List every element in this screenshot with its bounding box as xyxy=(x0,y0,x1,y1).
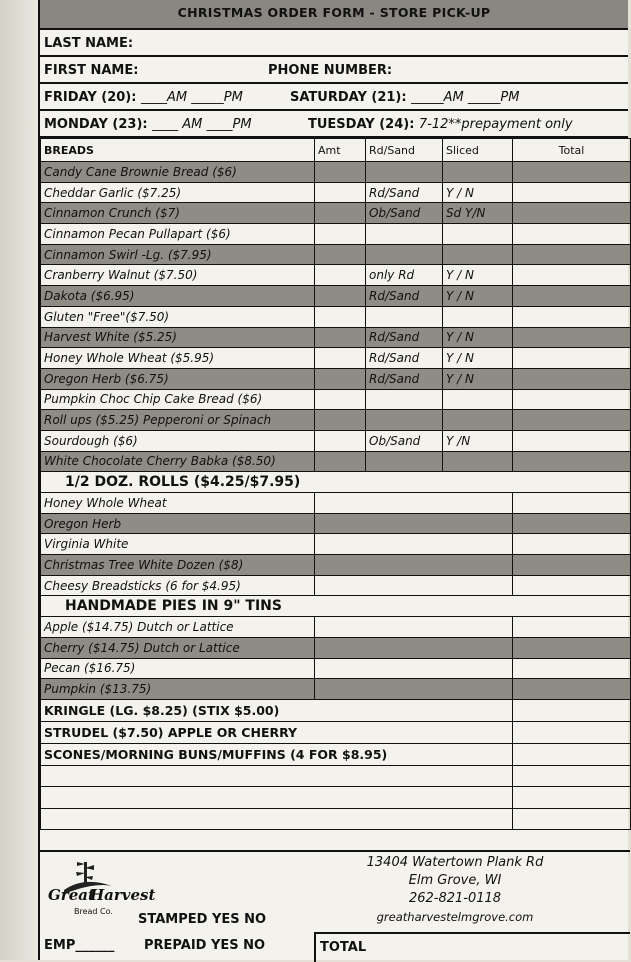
pie-total-cell[interactable] xyxy=(513,679,631,700)
last-name-row[interactable] xyxy=(40,30,628,57)
bread-name: Sourdough ($6) xyxy=(41,430,315,451)
sliced-cell[interactable]: Y / N xyxy=(443,265,513,286)
rd-sand-cell[interactable]: Rd/Sand xyxy=(366,286,443,307)
roll-amt-cell[interactable] xyxy=(315,513,513,534)
roll-name: Oregon Herb xyxy=(41,513,315,534)
sliced-cell[interactable] xyxy=(443,451,513,472)
roll-row xyxy=(41,493,631,514)
total-cell[interactable] xyxy=(513,286,631,307)
total-cell[interactable] xyxy=(513,430,631,451)
amt-cell[interactable] xyxy=(315,410,366,431)
sliced-cell[interactable]: Y / N xyxy=(443,348,513,369)
rd-sand-cell[interactable] xyxy=(366,162,443,183)
blank-cell[interactable] xyxy=(41,787,513,809)
total-cell[interactable] xyxy=(513,203,631,224)
rd-sand-cell[interactable]: Rd/Sand xyxy=(366,327,443,348)
bread-name: Cheddar Garlic ($7.25) xyxy=(41,182,315,203)
sliced-cell[interactable]: Sd Y/N xyxy=(443,203,513,224)
bread-name: Roll ups ($5.25) Pepperoni or Spinach xyxy=(41,410,315,431)
sliced-cell[interactable]: Y / N xyxy=(443,368,513,389)
total-cell[interactable] xyxy=(513,327,631,348)
roll-amt-cell[interactable] xyxy=(315,534,513,555)
sliced-cell[interactable] xyxy=(443,389,513,410)
amt-cell[interactable] xyxy=(315,286,366,307)
tuesday-note: 7-12**prepayment only xyxy=(418,117,573,132)
rd-sand-cell[interactable] xyxy=(366,451,443,472)
form-footer xyxy=(40,850,630,960)
sliced-cell[interactable] xyxy=(443,410,513,431)
pie-total-cell[interactable] xyxy=(513,658,631,679)
last-name-label: LAST NAME: xyxy=(44,36,134,51)
bread-row xyxy=(41,430,631,451)
bread-row xyxy=(41,182,631,203)
total-cell[interactable] xyxy=(513,265,631,286)
bread-name: Candy Cane Brownie Bread ($6) xyxy=(41,162,315,183)
first-name-label: FIRST NAME: xyxy=(44,63,139,78)
store-address xyxy=(340,854,570,926)
breads-header: BREADS xyxy=(41,139,315,162)
order-form xyxy=(38,0,628,960)
bread-name: Pumpkin Choc Chip Cake Bread ($6) xyxy=(41,389,315,410)
bread-row xyxy=(41,286,631,307)
bread-row xyxy=(41,244,631,265)
amt-cell[interactable] xyxy=(315,306,366,327)
amt-cell[interactable] xyxy=(315,162,366,183)
store-website: greatharvestelmgrove.com xyxy=(376,910,534,924)
bread-row xyxy=(41,451,631,472)
pie-total-cell[interactable] xyxy=(513,617,631,638)
special-name: STRUDEL ($7.50) APPLE OR CHERRY xyxy=(41,721,513,743)
order-table xyxy=(40,138,631,830)
pie-row xyxy=(41,617,631,638)
bread-row xyxy=(41,203,631,224)
roll-name: Honey Whole Wheat xyxy=(41,493,315,514)
pie-amt-cell[interactable] xyxy=(315,679,513,700)
rd-sand-cell[interactable]: Rd/Sand xyxy=(366,182,443,203)
friday-label: FRIDAY (20): xyxy=(44,90,137,105)
amt-header: Amt xyxy=(315,139,366,162)
saturday-times: _____AM _____PM xyxy=(411,90,520,105)
roll-total-cell[interactable] xyxy=(513,555,631,576)
bread-name: Gluten "Free"($7.50) xyxy=(41,306,315,327)
roll-amt-cell[interactable] xyxy=(315,493,513,514)
saturday-label: SATURDAY (21): xyxy=(290,90,407,105)
special-name: KRINGLE (LG. $8.25) (STIX $5.00) xyxy=(41,699,513,721)
blank-total-cell[interactable] xyxy=(513,808,631,830)
pie-row xyxy=(41,658,631,679)
bread-row xyxy=(41,368,631,389)
sliced-cell[interactable]: Y / N xyxy=(443,286,513,307)
monday-tuesday-row[interactable] xyxy=(40,111,628,138)
pies-header-row xyxy=(41,596,631,617)
roll-amt-cell[interactable] xyxy=(315,575,513,596)
friday-saturday-row[interactable] xyxy=(40,84,628,111)
address-line2: Elm Grove, WI xyxy=(408,873,502,888)
rd-sand-header: Rd/Sand xyxy=(366,139,443,162)
form-title: CHRISTMAS ORDER FORM - STORE PICK-UP xyxy=(40,0,628,30)
roll-row xyxy=(41,534,631,555)
total-cell[interactable] xyxy=(513,410,631,431)
total-cell[interactable] xyxy=(513,244,631,265)
bread-name: Cinnamon Swirl -Lg. ($7.95) xyxy=(41,244,315,265)
sliced-header: Sliced xyxy=(443,139,513,162)
pie-amt-cell[interactable] xyxy=(315,658,513,679)
total-field[interactable] xyxy=(314,932,630,962)
rolls-header: 1/2 DOZ. ROLLS ($4.25/$7.95) xyxy=(41,472,631,493)
amt-cell[interactable] xyxy=(315,368,366,389)
special-row xyxy=(41,699,631,721)
total-cell[interactable] xyxy=(513,224,631,245)
pie-amt-cell[interactable] xyxy=(315,617,513,638)
total-cell[interactable] xyxy=(513,451,631,472)
amt-cell[interactable] xyxy=(315,451,366,472)
pies-header: HANDMADE PIES IN 9" TINS xyxy=(41,596,631,617)
special-row xyxy=(41,721,631,743)
amt-cell[interactable] xyxy=(315,348,366,369)
amt-cell[interactable] xyxy=(315,265,366,286)
roll-name: Christmas Tree White Dozen ($8) xyxy=(41,555,315,576)
rolls-header-row xyxy=(41,472,631,493)
pie-name: Pecan ($16.75) xyxy=(41,658,315,679)
blank-cell[interactable] xyxy=(41,765,513,787)
pie-name: Pumpkin ($13.75) xyxy=(41,679,315,700)
blank-row xyxy=(41,808,631,830)
blank-row xyxy=(41,765,631,787)
rd-sand-cell[interactable] xyxy=(366,410,443,431)
great-harvest-logo xyxy=(44,860,156,920)
first-name-row[interactable] xyxy=(40,57,628,84)
pie-row xyxy=(41,679,631,700)
svg-text:Great: Great xyxy=(48,886,95,904)
amt-cell[interactable] xyxy=(315,203,366,224)
roll-amt-cell[interactable] xyxy=(315,555,513,576)
bread-row xyxy=(41,389,631,410)
pie-name: Cherry ($14.75) Dutch or Lattice xyxy=(41,637,315,658)
total-cell[interactable] xyxy=(513,368,631,389)
bread-row xyxy=(41,348,631,369)
rd-sand-cell[interactable] xyxy=(366,224,443,245)
amt-cell[interactable] xyxy=(315,244,366,265)
amt-cell[interactable] xyxy=(315,389,366,410)
special-total-cell[interactable] xyxy=(513,721,631,743)
sliced-cell[interactable] xyxy=(443,224,513,245)
bread-row xyxy=(41,410,631,431)
roll-total-cell[interactable] xyxy=(513,513,631,534)
total-cell[interactable] xyxy=(513,389,631,410)
emp-field[interactable]: EMP______ xyxy=(44,938,115,953)
bread-row xyxy=(41,265,631,286)
roll-total-cell[interactable] xyxy=(513,534,631,555)
rd-sand-cell[interactable]: Rd/Sand xyxy=(366,348,443,369)
store-phone: 262-821-0118 xyxy=(408,891,502,906)
total-cell[interactable] xyxy=(513,182,631,203)
total-cell[interactable] xyxy=(513,162,631,183)
pie-name: Apple ($14.75) Dutch or Lattice xyxy=(41,617,315,638)
pie-amt-cell[interactable] xyxy=(315,637,513,658)
phone-label: PHONE NUMBER: xyxy=(268,63,393,78)
rd-sand-cell[interactable]: Ob/Sand xyxy=(366,430,443,451)
bread-name: Cinnamon Pecan Pullapart ($6) xyxy=(41,224,315,245)
bread-name: Cranberry Walnut ($7.50) xyxy=(41,265,315,286)
amt-cell[interactable] xyxy=(315,430,366,451)
special-total-cell[interactable] xyxy=(513,743,631,765)
svg-text:Harvest: Harvest xyxy=(90,886,156,904)
rd-sand-cell[interactable] xyxy=(366,389,443,410)
special-name: SCONES/MORNING BUNS/MUFFINS (4 FOR $8.95) xyxy=(41,743,513,765)
tuesday-label: TUESDAY (24): xyxy=(308,117,415,132)
rd-sand-cell[interactable]: only Rd xyxy=(366,265,443,286)
roll-row xyxy=(41,575,631,596)
total-cell[interactable] xyxy=(513,348,631,369)
total-label: TOTAL xyxy=(320,940,367,955)
svg-text:Bread Co.: Bread Co. xyxy=(74,907,113,916)
bread-name: Oregon Herb ($6.75) xyxy=(41,368,315,389)
special-row xyxy=(41,743,631,765)
amt-cell[interactable] xyxy=(315,327,366,348)
bread-row xyxy=(41,224,631,245)
sliced-cell[interactable] xyxy=(443,162,513,183)
bread-row xyxy=(41,162,631,183)
roll-row xyxy=(41,513,631,534)
bread-row xyxy=(41,327,631,348)
address-line1: 13404 Watertown Plank Rd xyxy=(366,855,544,870)
total-cell[interactable] xyxy=(513,306,631,327)
monday-label: MONDAY (23): xyxy=(44,117,148,132)
roll-name: Cheesy Breadsticks (6 for $4.95) xyxy=(41,575,315,596)
bread-row xyxy=(41,306,631,327)
blank-row xyxy=(41,787,631,809)
pie-total-cell[interactable] xyxy=(513,637,631,658)
bread-name: Honey Whole Wheat ($5.95) xyxy=(41,348,315,369)
bread-name: White Chocolate Cherry Babka ($8.50) xyxy=(41,451,315,472)
sliced-cell[interactable]: Y / N xyxy=(443,327,513,348)
sliced-cell[interactable] xyxy=(443,306,513,327)
friday-times: ____AM _____PM xyxy=(140,90,243,105)
pie-row xyxy=(41,637,631,658)
amt-cell[interactable] xyxy=(315,182,366,203)
blank-cell[interactable] xyxy=(41,808,513,830)
rd-sand-cell[interactable] xyxy=(366,306,443,327)
sliced-cell[interactable]: Y /N xyxy=(443,430,513,451)
bread-name: Harvest White ($5.25) xyxy=(41,327,315,348)
amt-cell[interactable] xyxy=(315,224,366,245)
monday-times: ____ AM ____PM xyxy=(152,117,252,132)
rd-sand-cell[interactable] xyxy=(366,244,443,265)
special-total-cell[interactable] xyxy=(513,699,631,721)
roll-total-cell[interactable] xyxy=(513,493,631,514)
bread-name: Dakota ($6.95) xyxy=(41,286,315,307)
blank-total-cell[interactable] xyxy=(513,787,631,809)
sliced-cell[interactable] xyxy=(443,244,513,265)
blank-total-cell[interactable] xyxy=(513,765,631,787)
breads-header-row xyxy=(41,139,631,162)
stamped-field[interactable]: STAMPED YES NO xyxy=(138,912,267,927)
sliced-cell[interactable]: Y / N xyxy=(443,182,513,203)
rd-sand-cell[interactable]: Ob/Sand xyxy=(366,203,443,224)
roll-row xyxy=(41,555,631,576)
total-header: Total xyxy=(513,139,631,162)
prepaid-field[interactable]: PREPAID YES NO xyxy=(144,938,266,953)
bread-name: Cinnamon Crunch ($7) xyxy=(41,203,315,224)
rd-sand-cell[interactable]: Rd/Sand xyxy=(366,368,443,389)
roll-total-cell[interactable] xyxy=(513,575,631,596)
roll-name: Virginia White xyxy=(41,534,315,555)
